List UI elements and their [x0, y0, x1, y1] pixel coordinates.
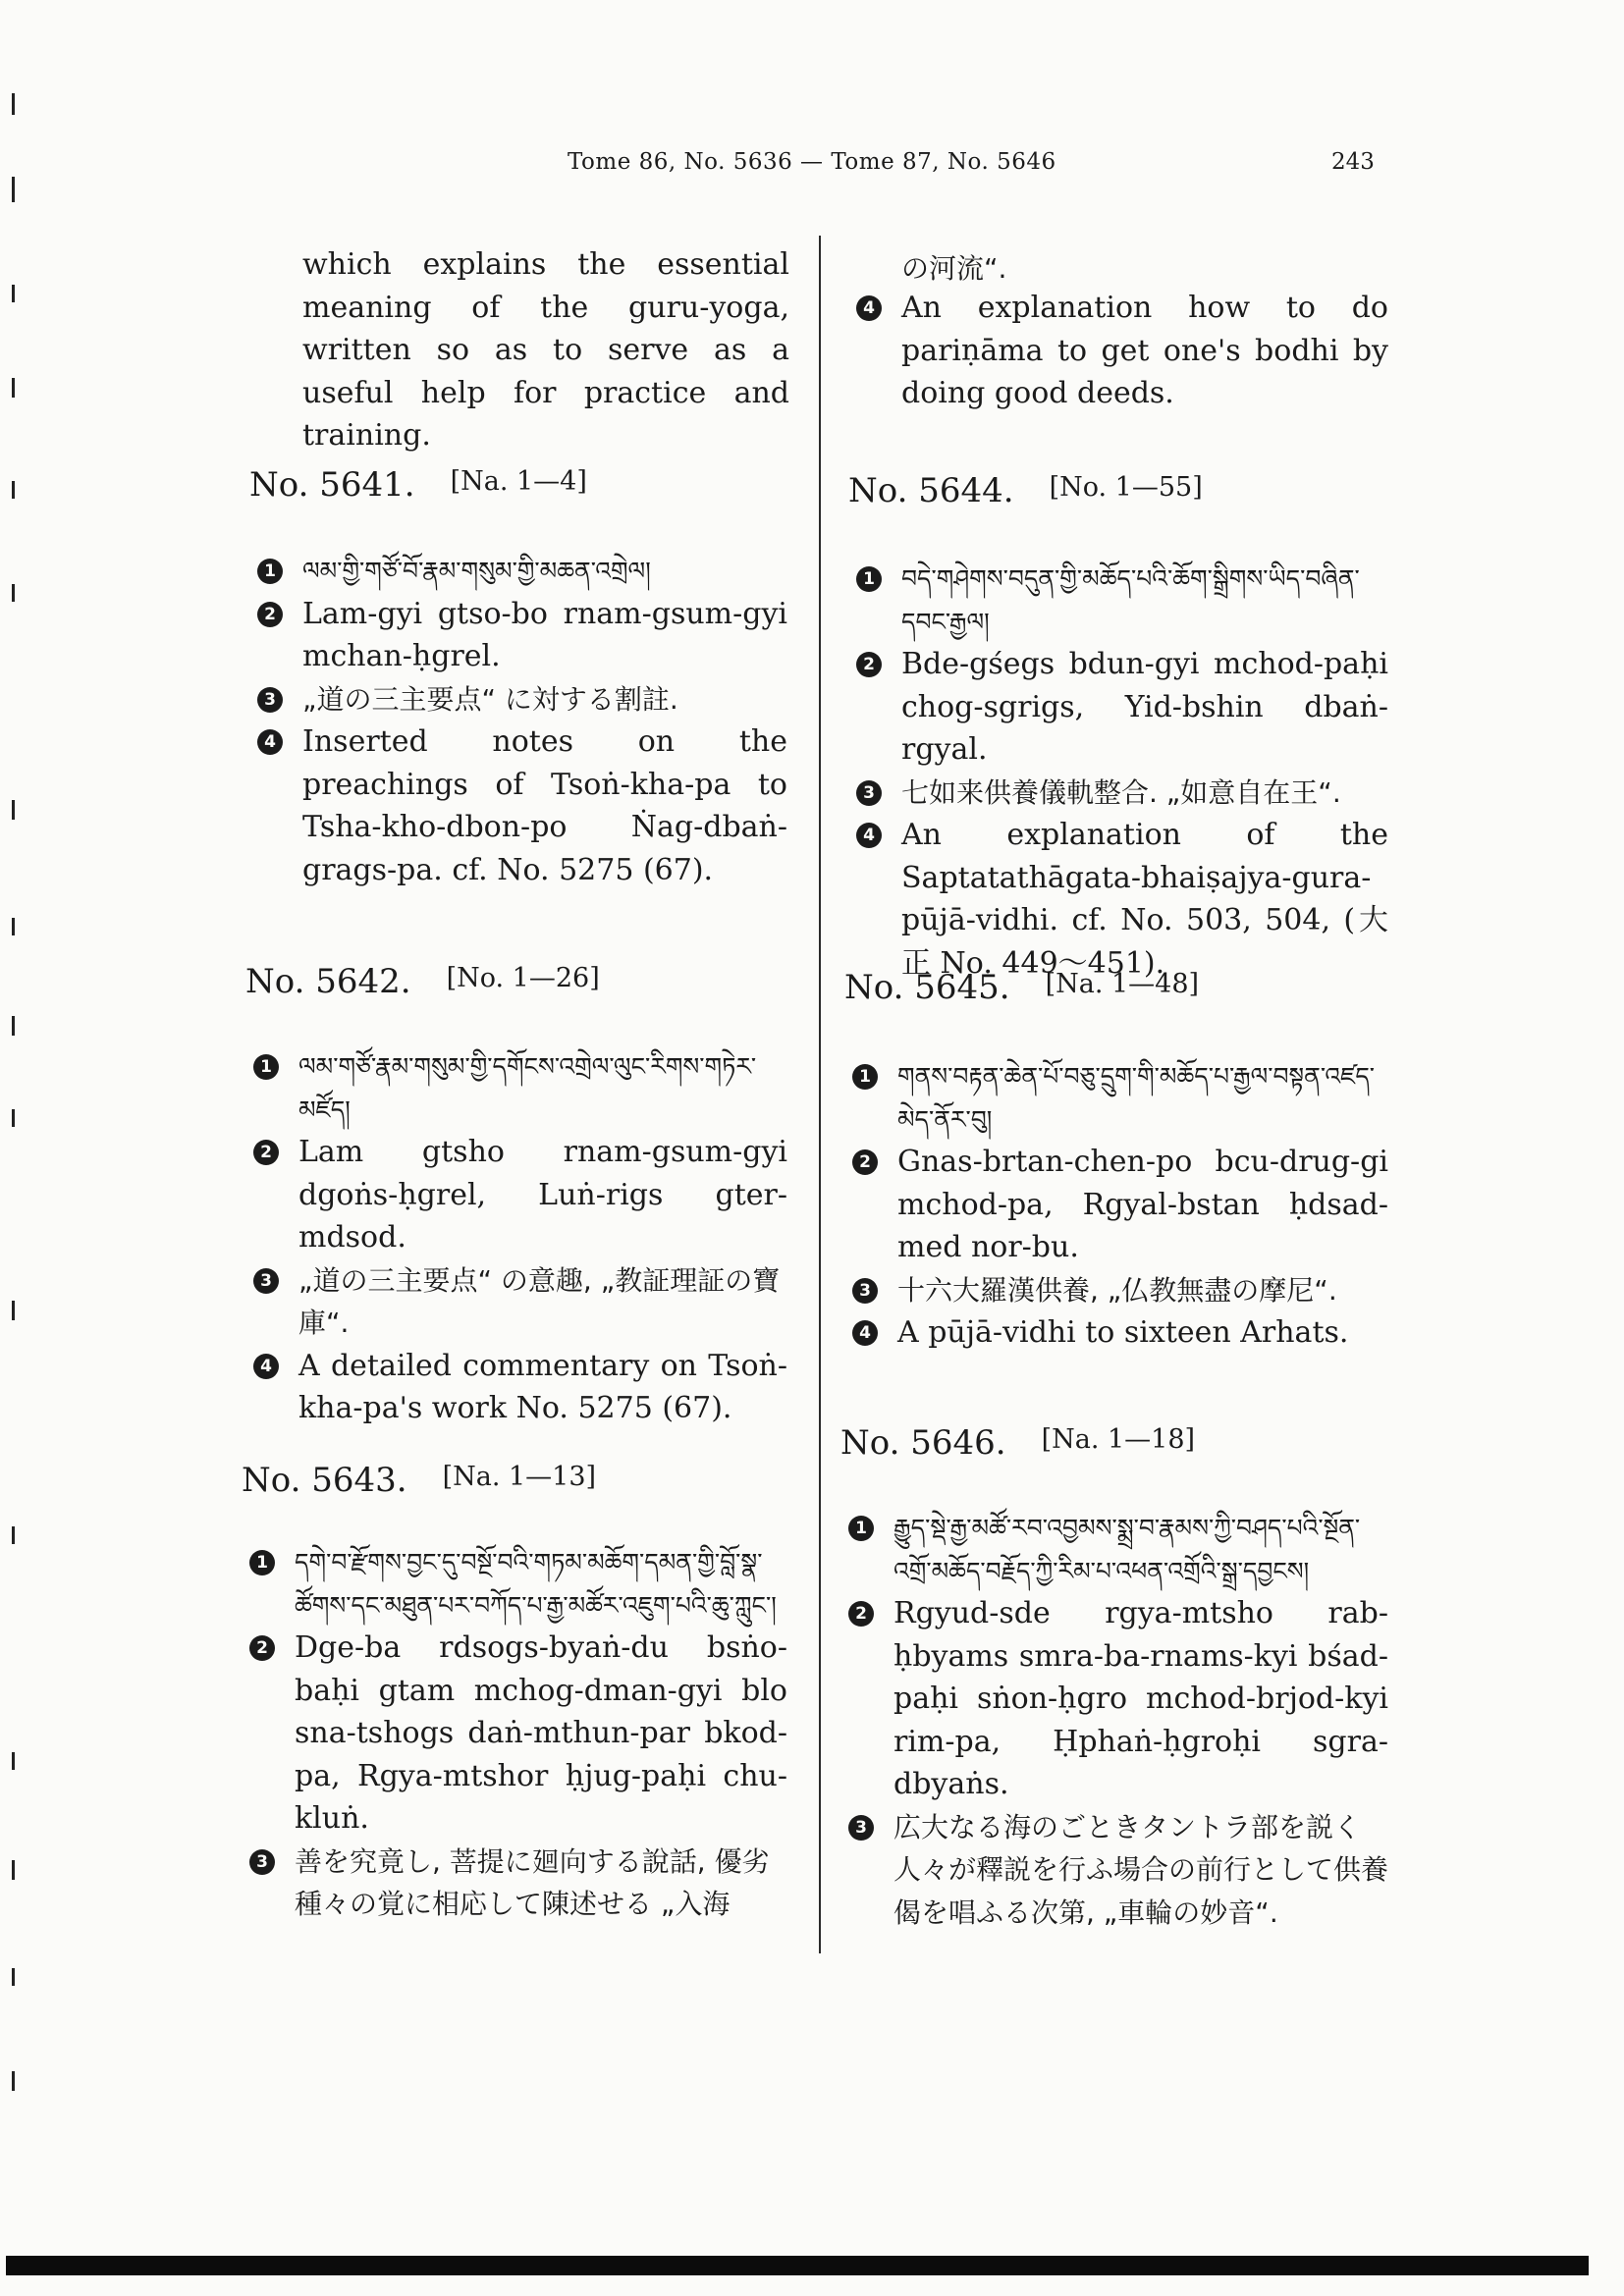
bottom-border-bar [6, 2256, 1589, 2275]
item-english [856, 287, 1388, 415]
item-text: A pūjā-vidhi to sixteen Arhats. [897, 1315, 1349, 1350]
page-number: 243 [1331, 149, 1375, 175]
item-text: Dge-ba rdsogs-byaṅ-du bsṅo-baḥi gtam mchog-dman-gyi blo sna-tshogs daṅ-mthun-par bkod-pa, Rgya-mtshor ḥjug-paḥi chu-kluṅ. [295, 1630, 787, 1836]
entry-number: No. 5643. [242, 1461, 407, 1500]
item-text: བདེ་གཤེགས་བདུན་གྱི་མཆོད་པའི་ཆོག་སྒྲིགས་ཡིད་བཞིན་དབང་རྒྱལ། [901, 564, 1360, 636]
right-continuation-text: の河流“. [901, 252, 1007, 285]
item-japanese [253, 1259, 787, 1345]
margin-mark [12, 1860, 15, 1880]
item-transliteration [852, 1141, 1388, 1269]
item-english [852, 1311, 1388, 1355]
item-text: 広大なる海のごときタントラ部を説く人々が釋説を行ふ場合の前行として供養偈を唱ふる次第, „車輪の妙音“. [893, 1810, 1389, 1929]
entry-number: No. 5641. [249, 465, 415, 505]
item-transliteration [249, 1627, 787, 1841]
margin-mark [12, 584, 15, 602]
item-japanese [852, 1269, 1388, 1312]
item-tibetan-script [257, 550, 787, 593]
item-japanese [848, 1806, 1388, 1935]
item-text: ལམ་གྱི་གཙོ་བོ་རྣམ་གསུམ་གྱི་མཆན་འགྲེལ། [302, 557, 651, 585]
item-tibetan-script [253, 1045, 787, 1131]
item-text: An explanation how to do pariṇāma to get one's bodhi by doing good deeds. [901, 291, 1388, 410]
margin-mark [12, 1752, 15, 1770]
item-marker: 4 [856, 823, 882, 848]
item-tibetan-script [856, 558, 1388, 643]
item-marker: 1 [249, 1550, 275, 1575]
entry-number: No. 5645. [844, 968, 1010, 1007]
entry-items-5645 [852, 1055, 1388, 1355]
item-text: Lam gtsho rnam-gsum-gyi dgoṅs-ḥgrel, Luṅ-rigs gter-mdsod. [298, 1135, 787, 1255]
item-marker: 1 [257, 559, 283, 584]
item-japanese [257, 678, 787, 721]
item-marker: 1 [848, 1516, 874, 1541]
margin-mark [12, 1109, 15, 1127]
item-text: „道の三主要点“ の意趣, „教証理証の寶庫“. [298, 1263, 781, 1339]
item-text: གནས་བརྟན་ཆེན་པོ་བཅུ་དྲུག་གི་མཆོད་པ་རྒྱལ་བསྟན་འཛད་མེད་ནོར་བུ། [897, 1062, 1376, 1134]
item-text: རྒྱུད་སྡེ་རྒྱ་མཚོ་རབ་འབྱམས་སྨྲ་བ་རྣམས་ཀྱི་བཤད་པའི་སྔོན་འགྲོ་མཆོད་བརྗོད་ཀྱི་རིམ་པ་འཕན་འགྲོའི་སྒྲ་དབྱངས། [893, 1514, 1361, 1585]
margin-mark [12, 1016, 15, 1036]
item-text: A detailed commentary on Tsoṅ-kha-pa's work No. 5275 (67). [298, 1348, 787, 1425]
item-text: Bde-gśegs bdun-gyi mchod-paḥi chog-sgrigs, Yid-bshin dbaṅ-rgyal. [901, 647, 1388, 767]
margin-mark [12, 285, 15, 302]
left-continuation-text: which explains the essential meaning of the guru-yoga, written so as to serve as a useful help for practice and training. [302, 247, 789, 453]
item-transliteration [253, 1131, 787, 1259]
item-marker: 2 [257, 602, 283, 627]
margin-mark [12, 1301, 15, 1320]
item-marker: 4 [253, 1354, 279, 1379]
item-marker: 3 [257, 687, 283, 713]
margin-mark [12, 481, 15, 499]
margin-mark [12, 378, 15, 398]
item-text: An explanation of the Saptatathāgata-bhaiṣajya-gura-pūjā-vidhi. cf. No. 503, 504, (大正 No. 449～451). [901, 818, 1388, 981]
item-text: 十六大羅漢供養, „仏教無盡の摩尼“. [897, 1273, 1337, 1307]
item-text: Rgyud-sde rgya-mtsho rab-ḥbyams smra-ba-rnams-kyi bśad-paḥi sṅon-ḥgro mchod-brjod-kyi rim-pa, Ḥphaṅ-ḥgroḥi sgra-dbyaṅs. [893, 1596, 1388, 1801]
margin-mark [12, 1526, 15, 1544]
column-divider [819, 236, 821, 1953]
entry-range: [Na. 1—13] [442, 1462, 597, 1492]
item-marker: 1 [253, 1054, 279, 1080]
item-marker: 4 [856, 295, 882, 321]
item-marker: 2 [852, 1149, 878, 1175]
entry-number: No. 5646. [840, 1423, 1006, 1463]
entry-range: [Na. 1—48] [1045, 969, 1200, 999]
entry-heading-5646 [840, 1423, 1195, 1463]
entry-items-5642 [253, 1045, 787, 1430]
margin-mark [12, 177, 15, 202]
margin-mark [12, 1968, 15, 1986]
entry-heading-5641 [249, 465, 587, 505]
margin-mark [12, 2071, 15, 2091]
item-marker: 4 [257, 729, 283, 755]
item-tibetan-script [848, 1507, 1388, 1592]
entry-heading-5645 [844, 968, 1199, 1007]
item-marker: 3 [856, 780, 882, 806]
item-marker: 1 [856, 566, 882, 592]
item-marker: 2 [253, 1140, 279, 1165]
entry-number: No. 5642. [245, 962, 411, 1001]
item-marker: 2 [856, 652, 882, 677]
item-marker: 4 [852, 1320, 878, 1346]
item-text: 善を究竟し, 菩提に廻向する說話, 優劣種々の覚に相応して陳述せる „入海 [295, 1844, 770, 1920]
entry-range: [No. 1—26] [446, 963, 600, 993]
item-tibetan-script [249, 1541, 787, 1627]
item-transliteration [856, 643, 1388, 772]
item-marker: 3 [253, 1268, 279, 1294]
margin-mark [12, 800, 15, 820]
item-text: 七如来供養儀軌整合. „如意自在王“. [901, 775, 1341, 809]
item-marker: 3 [852, 1278, 878, 1304]
item-transliteration [848, 1592, 1388, 1806]
item-text: དགེ་བ་རྫོགས་བྱང་དུ་བསྔོ་བའི་གཏམ་མཆོག་དམན་གྱི་བློ་སྣ་ཚོགས་དང་མཐུན་པར་བཀོད་པ་རྒྱ་མཚོར་འཇུག་པའི་ཆུ་ཀླུང་། [295, 1548, 777, 1620]
item-marker: 3 [249, 1849, 275, 1875]
item-japanese [856, 772, 1388, 815]
item-english [253, 1345, 787, 1430]
item-marker: 2 [848, 1601, 874, 1627]
margin-mark [12, 918, 15, 935]
margin-mark [12, 93, 15, 115]
entry-items-5644 [856, 558, 1388, 985]
item-marker: 3 [848, 1815, 874, 1841]
entry-range: [No. 1—55] [1049, 472, 1203, 503]
page-header: Tome 86, No. 5636 — Tome 87, No. 5646 [568, 149, 1056, 175]
entry-range: [Na. 1—18] [1041, 1424, 1196, 1455]
item-transliteration [257, 593, 787, 678]
item-marker: 1 [852, 1064, 878, 1090]
item-text: Lam-gyi gtso-bo rnam-gsum-gyi mchan-ḥgrel. [302, 596, 787, 673]
entry-items-5643 [249, 1541, 787, 1926]
item-english [257, 721, 787, 891]
continuation-item [856, 287, 1388, 415]
item-text: „道の三主要点“ に対する割註. [302, 682, 678, 716]
item-english [856, 814, 1388, 985]
item-text: ལམ་གཙོ་རྣམ་གསུམ་གྱི་དགོངས་འགྲེལ་ལུང་རིགས་གཏེར་མཛོད། [298, 1052, 757, 1124]
entry-items-5641 [257, 550, 787, 891]
entry-number: No. 5644. [848, 471, 1014, 510]
item-marker: 2 [249, 1635, 275, 1661]
item-text: Gnas-brtan-chen-po bcu-drug-gi mchod-pa, Rgyal-bstan ḥdsad-med nor-bu. [897, 1145, 1388, 1264]
item-tibetan-script [852, 1055, 1388, 1141]
entry-heading-5644 [848, 471, 1203, 510]
entry-heading-5642 [245, 962, 600, 1001]
item-japanese [249, 1841, 787, 1926]
entry-items-5646 [848, 1507, 1388, 1934]
item-text: Inserted notes on the preachings of Tsoṅ-kha-pa to Tsha-kho-dbon-po Ṅag-dbaṅ-grags-pa. cf. No. 5275 (67). [302, 724, 787, 887]
entry-heading-5643 [242, 1461, 596, 1500]
entry-range: [Na. 1—4] [450, 466, 587, 497]
